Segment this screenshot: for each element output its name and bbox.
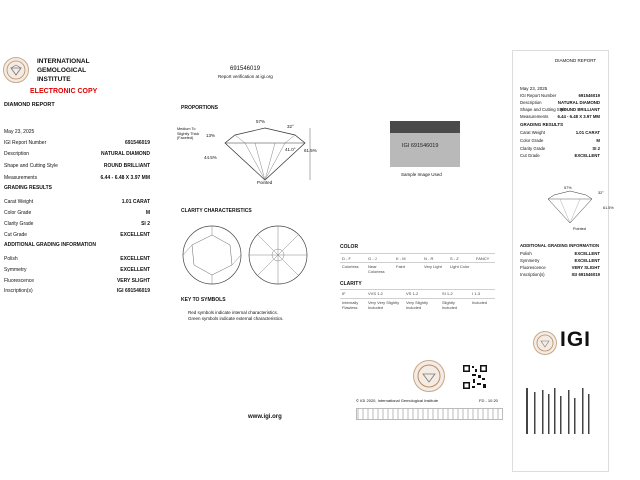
grading-value: EXCELLENT bbox=[120, 232, 150, 238]
additional-label: Polish bbox=[4, 256, 18, 262]
right-additional-label: Inscription(s) bbox=[520, 272, 545, 277]
color-range: FANCY bbox=[476, 256, 490, 261]
clarity-plot-diagram bbox=[180, 223, 310, 287]
website-link[interactable]: www.igi.org bbox=[248, 414, 282, 420]
right-info-row bbox=[520, 107, 600, 114]
security-strip bbox=[356, 408, 503, 420]
org-name-line3: INSTITUTE bbox=[37, 76, 71, 83]
rotated-summary-block bbox=[524, 386, 604, 438]
girdle-desc: Medium To Slightly Thick (Faceted) bbox=[177, 127, 200, 140]
report-date: May 23, 2025 bbox=[4, 129, 35, 135]
right-grading-value: SI 2 bbox=[592, 146, 600, 151]
additional-info-title: ADDITIONAL GRADING INFORMATION bbox=[4, 242, 97, 248]
right-grading-row bbox=[520, 130, 600, 137]
grading-label: Cut Grade bbox=[4, 232, 28, 238]
pavilion-depth: 44.5% bbox=[204, 155, 217, 160]
gold-seal bbox=[413, 360, 445, 392]
grading-value: M bbox=[145, 210, 150, 216]
additional-label: Fluorescence bbox=[4, 278, 35, 284]
seal-icon bbox=[4, 58, 28, 82]
right-grading-row bbox=[520, 146, 600, 153]
report-number-header: 691546019 bbox=[230, 66, 261, 72]
electronic-copy-label: ELECTRONIC COPY bbox=[30, 88, 98, 95]
proportions-title: PROPORTIONS bbox=[181, 105, 218, 111]
key-to-symbols-title: KEY TO SYMBOLS bbox=[181, 297, 226, 303]
clarity-range: VVS 1-2 bbox=[368, 291, 383, 296]
grading-row bbox=[4, 232, 150, 240]
additional-value: IGI 691546019 bbox=[116, 288, 150, 294]
grading-row bbox=[4, 199, 150, 207]
info-value: NATURAL DIAMOND bbox=[101, 151, 150, 157]
divider bbox=[340, 262, 495, 263]
right-info-row bbox=[520, 100, 600, 107]
symbols-line2: Green symbols indicate external characteristics. bbox=[188, 316, 284, 321]
middle-panel bbox=[160, 0, 500, 480]
color-desc: Very Light bbox=[424, 264, 442, 269]
right-table-pct: 57% bbox=[564, 186, 572, 190]
culet-label: Pointed bbox=[257, 180, 273, 185]
grading-row bbox=[4, 221, 150, 229]
right-additional-label: Polish bbox=[520, 251, 532, 256]
additional-row bbox=[4, 288, 150, 296]
color-desc: Faint bbox=[396, 264, 405, 269]
sample-image-caption: Sample Image Used bbox=[401, 172, 442, 177]
additional-row bbox=[4, 267, 150, 275]
right-info-label: Measurements bbox=[520, 114, 549, 119]
right-info-value: 6.44 - 6.48 X 3.97 MM bbox=[557, 114, 600, 119]
divider bbox=[340, 298, 495, 299]
info-row bbox=[4, 163, 150, 171]
grading-label: Clarity Grade bbox=[4, 221, 34, 227]
right-grading-row bbox=[520, 153, 600, 160]
right-title: DIAMOND REPORT bbox=[555, 58, 597, 63]
verification-text: Report verification at igi.org bbox=[218, 74, 273, 79]
grading-results-title: GRADING RESULTS bbox=[4, 185, 52, 191]
symbols-line1: Red symbols indicate internal characteristics. bbox=[188, 310, 279, 315]
additional-row bbox=[4, 256, 150, 264]
grading-label: Carat Weight bbox=[4, 199, 34, 205]
right-culet: Pointed bbox=[573, 227, 586, 231]
crown-height: 13% bbox=[206, 133, 216, 138]
igi-logo-text: IGI bbox=[560, 328, 592, 351]
grading-value: 1.01 CARAT bbox=[121, 199, 150, 205]
color-range: D - F bbox=[342, 256, 351, 261]
info-row bbox=[4, 140, 150, 148]
org-name-line1: INTERNATIONAL bbox=[37, 58, 90, 65]
right-depth: 61.5% bbox=[603, 206, 614, 210]
right-additional-row bbox=[520, 258, 600, 265]
right-additional-label: Symmetry bbox=[520, 258, 540, 263]
color-scale-title: COLOR bbox=[340, 244, 359, 250]
clarity-desc: Slightly Included bbox=[442, 300, 458, 310]
color-range: G - J bbox=[368, 256, 377, 261]
seal-icon bbox=[534, 332, 556, 354]
copyright-text: © IGI 2020, International Gemological Institute bbox=[356, 398, 439, 403]
color-desc: Colorless bbox=[342, 264, 359, 269]
clarity-range: I 1-3 bbox=[472, 291, 481, 296]
info-label: Description bbox=[4, 151, 30, 157]
right-additional-row bbox=[520, 265, 600, 272]
crown-angle: 32° bbox=[287, 124, 294, 129]
total-depth: 61.5% bbox=[304, 148, 317, 153]
right-info-row bbox=[520, 93, 600, 100]
right-info-label: Description bbox=[520, 100, 542, 105]
divider bbox=[340, 289, 495, 290]
color-range: S - Z bbox=[450, 256, 459, 261]
info-value: ROUND BRILLIANT bbox=[103, 163, 150, 169]
right-seal bbox=[533, 331, 557, 355]
left-panel bbox=[0, 0, 160, 480]
grading-row bbox=[4, 210, 150, 218]
right-grading-value: 1.01 CARAT bbox=[575, 130, 600, 135]
seal-icon bbox=[414, 361, 444, 391]
grading-label: Color Grade bbox=[4, 210, 32, 216]
clarity-desc: Very Very Slightly Included bbox=[368, 300, 400, 310]
color-desc: Light Color bbox=[450, 264, 470, 269]
right-crown-angle: 32° bbox=[598, 191, 604, 195]
sample-inscription-text: IGI 691546019 bbox=[402, 143, 439, 149]
color-range: N - R bbox=[424, 256, 434, 261]
right-info-label: Shape and Cutting Style bbox=[520, 107, 567, 112]
additional-label: Symmetry bbox=[4, 267, 27, 273]
additional-value: VERY SLIGHT bbox=[116, 278, 150, 284]
right-additional-value: VERY SLIGHT bbox=[571, 265, 600, 270]
sample-inscription-image bbox=[390, 121, 460, 167]
right-additional-label: Fluorescence bbox=[520, 265, 546, 270]
info-label: Shape and Cutting Style bbox=[4, 163, 58, 169]
info-row bbox=[4, 151, 150, 159]
doc-title: DIAMOND REPORT bbox=[4, 102, 55, 108]
clarity-char-title: CLARITY CHARACTERISTICS bbox=[181, 208, 252, 214]
color-desc: Near Colorless bbox=[368, 264, 385, 274]
clarity-desc: Very Slightly Included bbox=[406, 300, 429, 310]
clarity-range: VS 1-2 bbox=[406, 291, 419, 296]
clarity-desc: Included bbox=[472, 300, 488, 305]
form-code: FD - 10.20 bbox=[479, 398, 498, 403]
clarity-desc: Internally Flawless bbox=[342, 300, 359, 310]
right-grading-label: Cut Grade bbox=[520, 153, 540, 158]
right-proportions-diagram bbox=[540, 187, 600, 227]
info-value: 691546019 bbox=[124, 140, 150, 146]
clarity-range: SI 1-2 bbox=[442, 291, 453, 296]
right-additional-value: EXCELLENT bbox=[574, 258, 600, 263]
right-additional-value: IGI 691546019 bbox=[571, 272, 600, 277]
right-additional-value: EXCELLENT bbox=[574, 251, 600, 256]
right-additional-row bbox=[520, 251, 600, 258]
right-info-value: 691546019 bbox=[578, 93, 600, 98]
additional-value: EXCELLENT bbox=[120, 256, 150, 262]
right-info-row bbox=[520, 114, 600, 121]
right-grading-row bbox=[520, 138, 600, 145]
right-grading-title: GRADING RESULTS bbox=[520, 122, 564, 127]
org-name-line2: GEMOLOGICAL bbox=[37, 67, 87, 74]
additional-value: EXCELLENT bbox=[120, 267, 150, 273]
additional-label: Inscription(s) bbox=[4, 288, 33, 294]
right-info-value: ROUND BRILLIANT bbox=[560, 107, 600, 112]
qr-code-icon[interactable] bbox=[462, 364, 488, 390]
color-range: K - M bbox=[396, 256, 406, 261]
right-info-label: IGI Report Number bbox=[520, 93, 557, 98]
grading-value: SI 2 bbox=[141, 221, 150, 227]
igi-seal-logo bbox=[3, 57, 29, 83]
right-grading-value: M bbox=[596, 138, 600, 143]
right-additional-title: ADDITIONAL GRADING INFORMATION bbox=[520, 243, 600, 248]
right-additional-row bbox=[520, 272, 600, 279]
additional-row bbox=[4, 278, 150, 286]
info-row bbox=[4, 175, 150, 183]
info-label: Measurements bbox=[4, 175, 38, 181]
clarity-scale-title: CLARITY bbox=[340, 281, 362, 287]
info-value: 6.44 - 6.48 X 3.97 MM bbox=[100, 175, 150, 181]
right-grading-label: Carat Weight bbox=[520, 130, 545, 135]
right-date: May 23, 2025 bbox=[520, 86, 548, 91]
clarity-range: IF bbox=[342, 291, 346, 296]
image-dark-band bbox=[390, 121, 460, 133]
table-pct: 57% bbox=[256, 119, 266, 124]
divider bbox=[340, 253, 495, 254]
right-info-value: NATURAL DIAMOND bbox=[557, 100, 600, 105]
pavilion-angle: 41.0° bbox=[285, 147, 296, 152]
info-label: IGI Report Number bbox=[4, 140, 47, 146]
right-grading-label: Clarity Grade bbox=[520, 146, 546, 151]
right-grading-value: EXCELLENT bbox=[574, 153, 600, 158]
right-grading-label: Color Grade bbox=[520, 138, 544, 143]
